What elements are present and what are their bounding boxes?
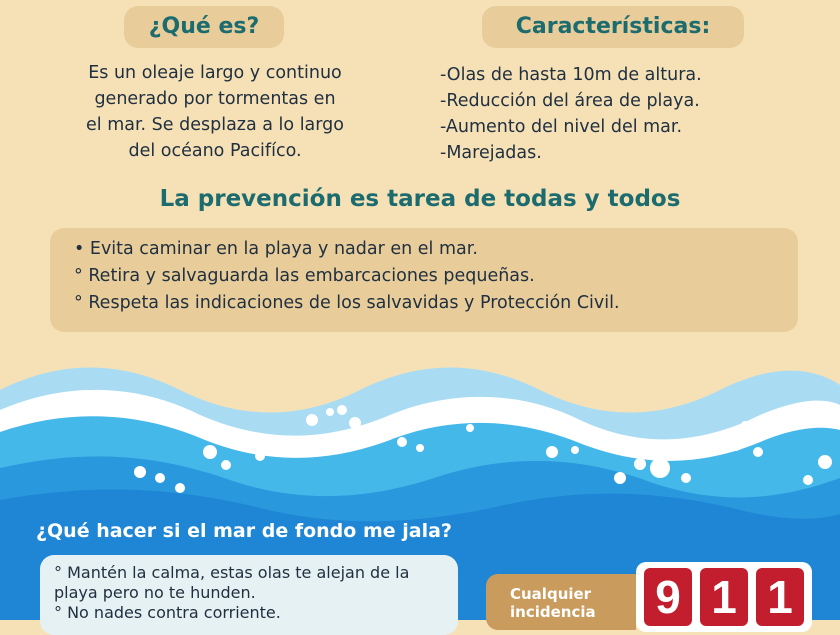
- characteristic-item: -Marejadas.: [440, 143, 542, 163]
- prevention-tips-box: [50, 228, 798, 332]
- what-is-description: [40, 60, 390, 164]
- what-is-line: del océano Pacifíco.: [128, 141, 302, 161]
- characteristics-title: Características:: [515, 14, 711, 39]
- prevention-tip: • Evita caminar en la playa y nadar en el mar.: [74, 239, 478, 259]
- what-is-title-pill: [124, 6, 284, 48]
- rip-current-tip: ° Mantén la calma, estas olas te alejan de la: [54, 563, 410, 582]
- emergency-digit: 1: [756, 568, 804, 626]
- what-is-line: el mar. Se desplaza a lo largo: [86, 115, 344, 135]
- prevention-tip: ° Respeta las indicaciones de los salvavidas y Protección Civil.: [74, 293, 620, 313]
- characteristic-item: -Reducción del área de playa.: [440, 91, 700, 111]
- what-is-title: ¿Qué es?: [148, 14, 260, 39]
- what-is-line: generado por tormentas en: [94, 89, 336, 109]
- rip-current-tips-box: [40, 555, 458, 635]
- characteristics-list: [440, 62, 800, 166]
- rip-current-tip: playa pero no te hunden.: [54, 583, 256, 602]
- emergency-number-panel: [636, 562, 812, 632]
- characteristics-title-pill: [482, 6, 744, 48]
- prevention-title: La prevención es tarea de todas y todos: [159, 186, 681, 212]
- emergency-digit: 9: [644, 568, 692, 626]
- incidence-label-line: Cualquier: [510, 585, 592, 603]
- rip-current-tip: ° No nades contra corriente.: [54, 603, 281, 622]
- prevention-tip: ° Retira y salvaguarda las embarcaciones pequeñas.: [74, 266, 535, 286]
- what-is-line: Es un oleaje largo y continuo: [88, 63, 342, 83]
- incidence-label-line: incidencia: [510, 603, 596, 621]
- rip-current-title: ¿Qué hacer si el mar de fondo me jala?: [36, 520, 452, 542]
- characteristic-item: -Aumento del nivel del mar.: [440, 117, 683, 137]
- emergency-digit: 1: [700, 568, 748, 626]
- characteristic-item: -Olas de hasta 10m de altura.: [440, 65, 702, 85]
- incidence-label: [486, 574, 636, 630]
